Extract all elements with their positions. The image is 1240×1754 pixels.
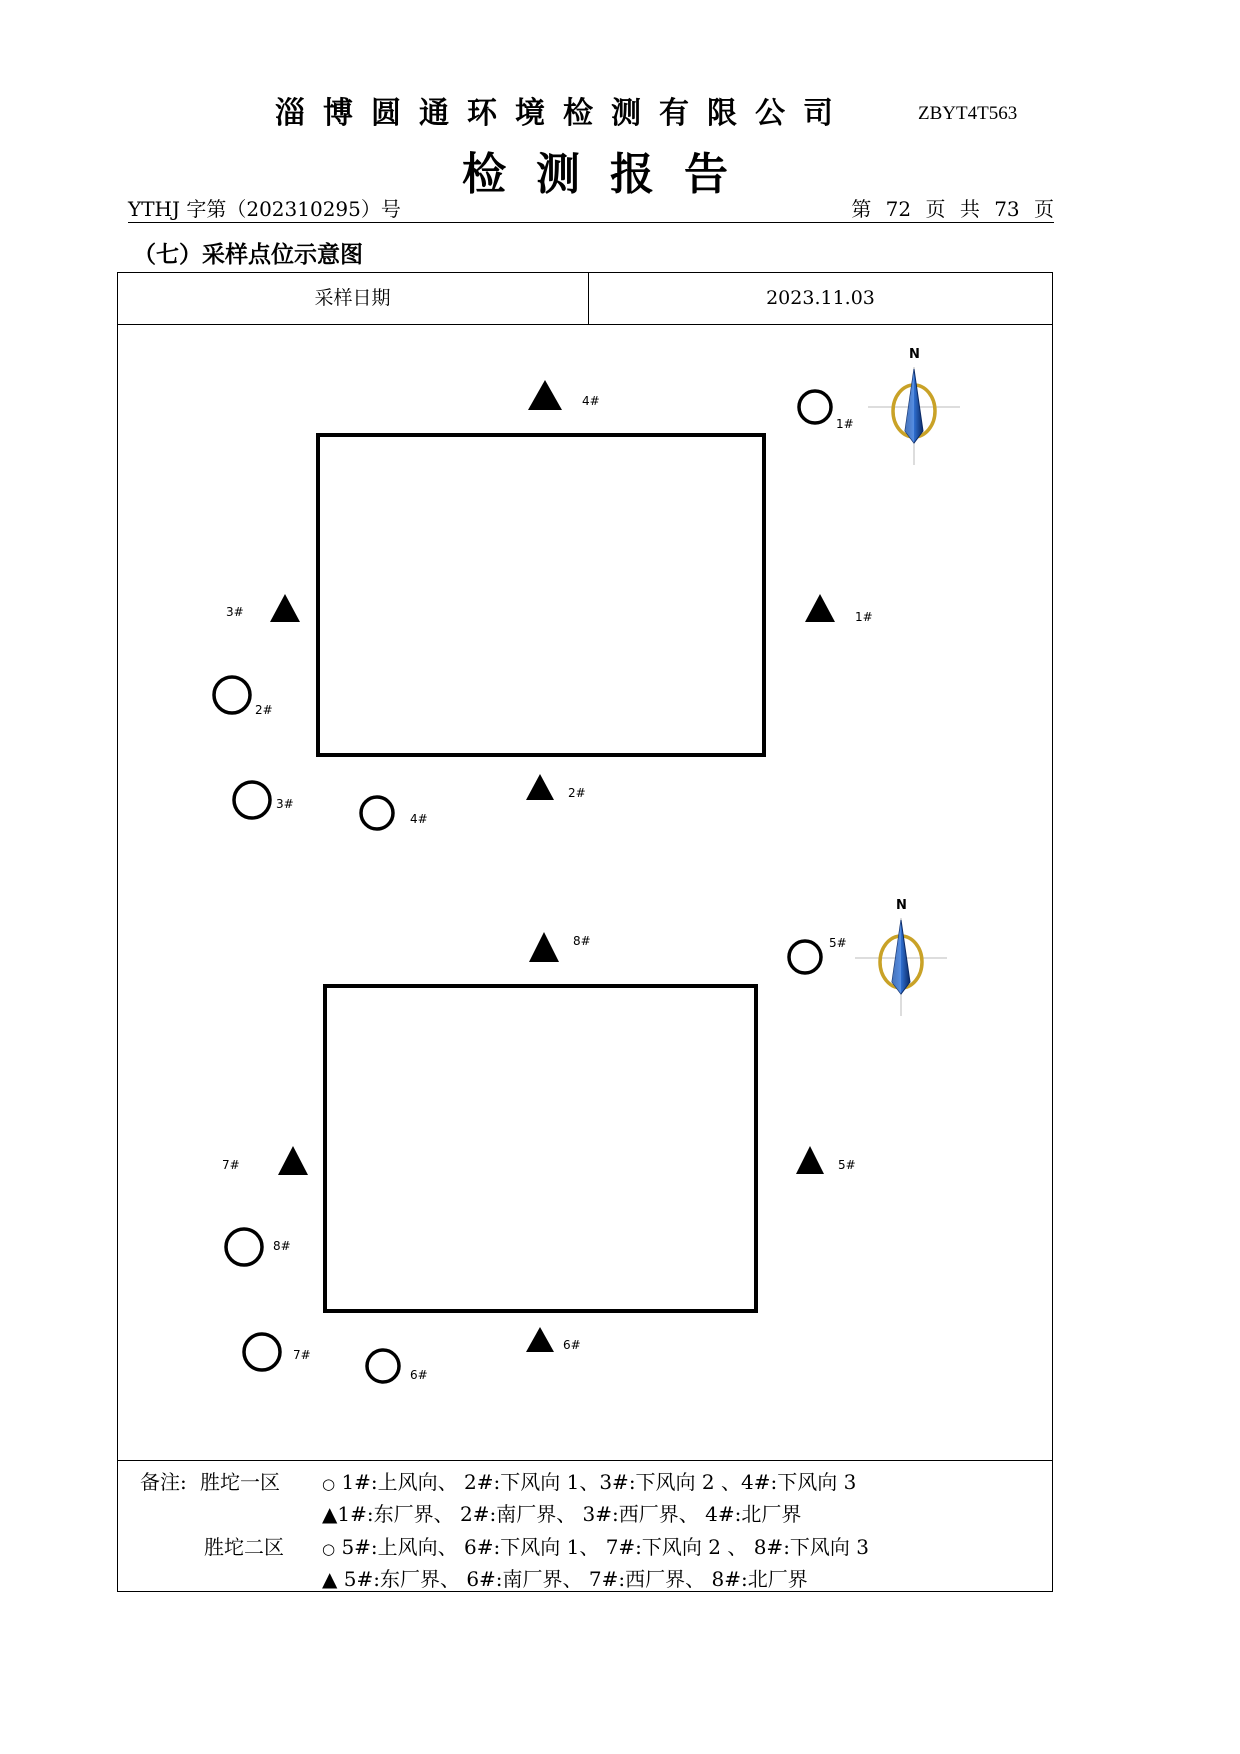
zone1-circle-3-label: 3# bbox=[276, 797, 294, 811]
north-label: N bbox=[896, 898, 907, 913]
zone2-diagram bbox=[222, 898, 947, 1382]
date-value: 2023.11.03 bbox=[766, 287, 875, 309]
document-code: ZBYT4T563 bbox=[918, 103, 1018, 124]
zone1-circle-4-label: 4# bbox=[410, 812, 428, 826]
zone2-triangle-6 bbox=[526, 1327, 554, 1352]
zone1-circle-legend-text: 1#:上风向、 2#:下风向 1、3#:下风向 2 、4#:下风向 3 bbox=[341, 1470, 857, 1494]
zone1-triangle-1-label: 1# bbox=[855, 610, 873, 624]
zone2-circle-7-label: 7# bbox=[293, 1348, 311, 1362]
zone2-circle-legend bbox=[322, 1531, 869, 1560]
circle-marker-icon: ○ bbox=[322, 1475, 336, 1493]
zone1-circle-2-label: 2# bbox=[255, 703, 273, 717]
zone1-circle-3 bbox=[234, 782, 270, 818]
zone2-circle-7 bbox=[244, 1334, 280, 1370]
zone2-circle-6 bbox=[367, 1350, 399, 1382]
zone2-site-boundary bbox=[325, 986, 756, 1311]
zone2-triangle-5-label: 5# bbox=[838, 1158, 856, 1172]
zone1-triangle-4-label: 4# bbox=[582, 394, 600, 408]
zone1-triangle-4 bbox=[528, 380, 562, 410]
zone2-triangle-legend-text: 5#:东厂界、 6#:南厂界、 7#:西厂界、 8#:北厂界 bbox=[337, 1567, 808, 1591]
section-title: （七）采样点位示意图 bbox=[133, 241, 363, 268]
zone2-circle-8-label: 8# bbox=[273, 1239, 291, 1253]
report-title: 检测报告 bbox=[462, 149, 758, 200]
date-label: 采样日期 bbox=[314, 287, 391, 309]
zone2-circle-5 bbox=[789, 941, 821, 973]
zone1-triangle-legend-text: 1#:东厂界、 2#:南厂界、 3#:西厂界、 4#:北厂界 bbox=[337, 1502, 802, 1526]
zone2-name: 胜坨二区 bbox=[204, 1535, 284, 1559]
zone1-triangle-1 bbox=[805, 594, 835, 622]
zone1-triangle-3 bbox=[270, 594, 300, 622]
north-label: N bbox=[909, 347, 920, 362]
triangle-marker-icon: ▲ bbox=[322, 1567, 338, 1591]
zone1-diagram bbox=[214, 347, 960, 829]
zone1-site-boundary bbox=[318, 435, 764, 755]
compass-icon bbox=[855, 898, 947, 1016]
circle-marker-icon: ○ bbox=[322, 1540, 336, 1558]
zone1-triangle-legend bbox=[322, 1498, 801, 1527]
zone2-triangle-6-label: 6# bbox=[563, 1338, 581, 1352]
zone2-circle-5-label: 5# bbox=[829, 936, 847, 950]
zone1-circle-1 bbox=[799, 391, 831, 423]
zone1-circle-1-label: 1# bbox=[836, 417, 854, 431]
zone2-circle-legend-text: 5#:上风向、 6#:下风向 1、 7#:下风向 2 、 8#:下风向 3 bbox=[341, 1535, 870, 1559]
zone2-triangle-5 bbox=[796, 1146, 824, 1174]
zone1-circle-4 bbox=[361, 797, 393, 829]
zone1-triangle-2 bbox=[526, 774, 554, 800]
zone1-triangle-3-label: 3# bbox=[226, 605, 244, 619]
zone2-triangle-7 bbox=[278, 1146, 308, 1175]
company-name: 淄博圆通环境检测有限公司 bbox=[275, 96, 851, 131]
zone1-circle-2 bbox=[214, 677, 250, 713]
zone1-circle-legend bbox=[322, 1466, 856, 1495]
zone2-triangle-8 bbox=[529, 932, 559, 962]
zone2-triangle-7-label: 7# bbox=[222, 1158, 240, 1172]
zone2-triangle-8-label: 8# bbox=[573, 934, 591, 948]
zone1-triangle-2-label: 2# bbox=[568, 786, 586, 800]
zone2-circle-8 bbox=[226, 1229, 262, 1265]
page-info: 第 72 页 共 73 页 bbox=[851, 197, 1054, 221]
zone2-circle-6-label: 6# bbox=[410, 1368, 428, 1382]
triangle-marker-icon: ▲ bbox=[322, 1502, 338, 1526]
notes-rule bbox=[117, 1460, 1053, 1461]
zone1-name: 胜坨一区 bbox=[200, 1470, 280, 1494]
notes-label: 备注: bbox=[140, 1470, 187, 1494]
zone2-triangle-legend bbox=[322, 1563, 808, 1592]
compass-icon bbox=[868, 347, 960, 465]
report-number: YTHJ 字第（202310295）号 bbox=[128, 197, 401, 221]
